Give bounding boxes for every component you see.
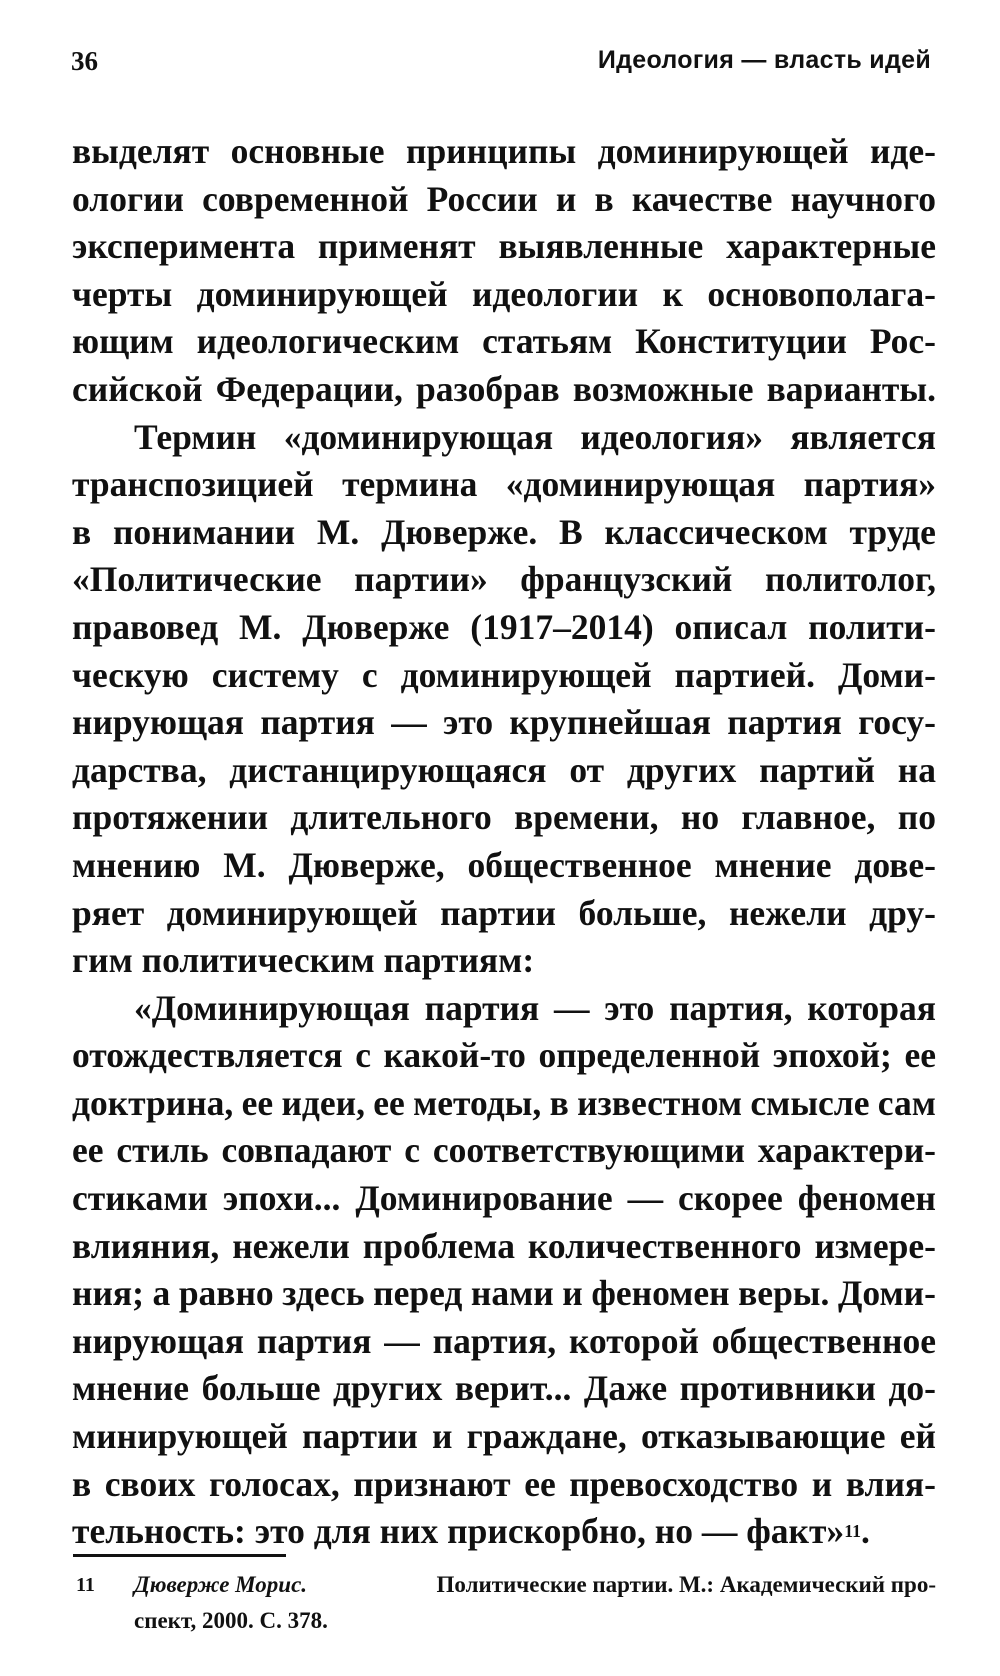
word: ряет xyxy=(72,892,145,933)
word: ее xyxy=(373,1082,405,1123)
word: — xyxy=(391,702,427,743)
word: известном xyxy=(577,1082,743,1123)
word: «Политические xyxy=(72,559,322,600)
word: систему xyxy=(211,654,339,695)
word: ее xyxy=(904,1035,936,1076)
word: нирующая xyxy=(72,702,244,743)
word: мнение xyxy=(72,1368,190,1409)
word: перед xyxy=(373,1273,463,1314)
word: ологии xyxy=(72,178,184,219)
quote-line xyxy=(72,1080,936,1128)
text-line xyxy=(72,699,936,747)
word: Дюверже xyxy=(302,606,450,647)
word: идеология» xyxy=(580,416,764,457)
word: ей xyxy=(899,1416,936,1457)
word: эпохой; xyxy=(772,1035,892,1076)
text-line xyxy=(72,128,936,176)
word: труде xyxy=(849,511,936,552)
word: дистанцирующаяся xyxy=(229,749,547,790)
word: Доми- xyxy=(837,1273,936,1314)
word: ющим xyxy=(72,321,174,362)
footnote-citation-cont: спект, 2000. С. 378. xyxy=(134,1608,328,1633)
word: главное, xyxy=(741,797,876,838)
word: варианты. xyxy=(766,368,936,409)
word: основополага- xyxy=(707,273,936,314)
paragraph-start-line xyxy=(72,414,936,462)
word: партии xyxy=(440,892,556,933)
word: идеи, xyxy=(281,1082,365,1123)
word: дру- xyxy=(869,892,936,933)
word: термина xyxy=(342,464,478,505)
word: сам xyxy=(877,1082,936,1123)
word: больше, xyxy=(578,892,707,933)
word: ее xyxy=(72,1130,104,1171)
word: в xyxy=(549,1082,569,1123)
word: Рос- xyxy=(869,321,936,362)
word: по xyxy=(897,797,936,838)
word: влия- xyxy=(845,1463,936,1504)
word: — xyxy=(384,1320,420,1361)
word: партия xyxy=(256,1320,372,1361)
word: Конституции xyxy=(635,321,847,362)
word: до- xyxy=(888,1368,936,1409)
word: противники xyxy=(679,1368,876,1409)
word: транспозицией xyxy=(72,464,314,505)
word: и xyxy=(432,1416,453,1457)
word: М. xyxy=(223,844,266,885)
word: в xyxy=(594,178,614,219)
word: методы, xyxy=(413,1082,542,1123)
word: верит... xyxy=(454,1368,572,1409)
word: в xyxy=(72,511,92,552)
word: это xyxy=(443,702,494,743)
quote-line xyxy=(72,1175,936,1223)
word: «доминирующая xyxy=(505,464,776,505)
word: статьям xyxy=(482,321,613,362)
word: идеологическим xyxy=(196,321,460,362)
word: крупнейшая xyxy=(509,702,711,743)
word: времени, xyxy=(514,797,659,838)
word: классическом xyxy=(604,511,828,552)
word: нирующая xyxy=(72,1320,244,1361)
word: веры. xyxy=(738,1273,830,1314)
word: партии» xyxy=(354,559,488,600)
word: — xyxy=(553,987,590,1028)
word: смысле xyxy=(750,1082,870,1123)
word: с xyxy=(404,1130,420,1171)
word: скорее xyxy=(678,1178,783,1219)
word: «Доминирующая xyxy=(134,987,410,1028)
word: Федерации, xyxy=(215,368,403,409)
word: партия, xyxy=(432,1320,557,1361)
word: отказывающие xyxy=(640,1416,886,1457)
text-line xyxy=(72,461,936,509)
word: но xyxy=(680,797,720,838)
word: дарства, xyxy=(72,749,207,790)
word: общественное xyxy=(711,1320,936,1361)
word: которая xyxy=(807,987,936,1028)
word: понимании xyxy=(112,511,296,552)
word: с xyxy=(355,1035,371,1076)
word: Дюверже, xyxy=(288,844,445,885)
word: научного xyxy=(790,178,936,219)
word: других xyxy=(333,1368,443,1409)
word: превосходство xyxy=(569,1463,799,1504)
word: черты xyxy=(72,273,173,314)
word: на xyxy=(897,749,936,790)
word: своих xyxy=(104,1463,196,1504)
word: «доминирующая xyxy=(283,416,554,457)
word: мнение xyxy=(714,844,832,885)
page-header xyxy=(71,46,931,86)
word: правовед xyxy=(72,606,219,647)
running-title: Идеология — власть идей xyxy=(597,46,931,74)
word: ческую xyxy=(72,654,189,695)
word: (1917–2014) xyxy=(470,606,654,647)
word: доминирующей xyxy=(400,654,652,695)
text-line xyxy=(72,890,936,938)
text-line xyxy=(72,842,936,890)
word: описал xyxy=(674,606,788,647)
word: проблема xyxy=(362,1225,515,1266)
quote-line xyxy=(72,1461,936,1509)
body-text xyxy=(72,128,936,1556)
word: Термин xyxy=(134,416,257,457)
word: и xyxy=(555,178,577,219)
word: партией. xyxy=(674,654,815,695)
word: качестве xyxy=(631,178,773,219)
word: основные xyxy=(230,131,385,171)
word: доминирующей xyxy=(166,892,418,933)
word: других xyxy=(626,749,737,790)
word: совпадают xyxy=(221,1130,392,1171)
word: это xyxy=(604,987,655,1028)
footnote-divider xyxy=(73,1554,286,1557)
word: возможные xyxy=(572,368,754,409)
text-line xyxy=(72,747,936,795)
text-line xyxy=(72,604,936,652)
word: а xyxy=(152,1273,171,1314)
text-line xyxy=(72,652,936,700)
quote-line xyxy=(72,1413,936,1461)
word: доктрина, xyxy=(72,1082,234,1123)
word: доминирующей xyxy=(196,273,448,314)
quote-line xyxy=(72,1270,936,1318)
word: в xyxy=(72,1463,92,1504)
word: характерные xyxy=(726,226,936,267)
quote-line xyxy=(72,1318,936,1366)
word: сийской xyxy=(72,368,203,409)
page-number: 36 xyxy=(71,46,98,76)
word: партия, xyxy=(669,987,793,1028)
word: идеологии xyxy=(471,273,639,314)
word: Доми- xyxy=(837,654,936,695)
word: граждане, xyxy=(466,1416,627,1457)
word: партий xyxy=(759,749,875,790)
word: феномен xyxy=(797,1178,936,1219)
word: равно xyxy=(178,1273,274,1314)
word: мнению xyxy=(72,844,201,885)
word: эксперимента xyxy=(72,226,296,267)
word: является xyxy=(790,416,936,457)
word: госу- xyxy=(858,702,936,743)
word: В xyxy=(559,511,583,552)
text-line xyxy=(72,556,936,604)
footnote-reference[interactable]: 11 xyxy=(844,1521,861,1542)
quote-line xyxy=(72,1365,936,1413)
word: общественное xyxy=(467,844,692,885)
word: количественного xyxy=(527,1225,802,1266)
word: нежели xyxy=(728,892,847,933)
word: здесь xyxy=(282,1273,365,1314)
word: минирующей xyxy=(72,1416,288,1457)
word: феномен xyxy=(591,1273,730,1314)
footnote-number: 11 xyxy=(76,1574,95,1596)
word: дове- xyxy=(854,844,936,885)
text-line xyxy=(72,223,936,271)
quote-end-line: тельность: это для них прискорбно, но — факт» 11 . xyxy=(72,1508,936,1556)
word: измере- xyxy=(814,1225,936,1266)
word: к xyxy=(662,273,683,314)
word: политолог, xyxy=(764,559,936,600)
word: применят xyxy=(317,226,476,267)
word: Дюверже. xyxy=(381,511,538,552)
word: французский xyxy=(520,559,733,600)
word: стиками xyxy=(72,1178,208,1219)
word: принципы xyxy=(405,131,577,171)
word: Доминирование xyxy=(355,1178,613,1219)
word: от xyxy=(569,749,605,790)
paragraph-end-line: гим политическим партиям: xyxy=(72,940,535,981)
word: разобрав xyxy=(416,368,560,409)
word: нежели xyxy=(232,1225,350,1266)
quote-line xyxy=(72,1032,936,1080)
word: эпохи... xyxy=(222,1178,341,1219)
text-line xyxy=(72,366,936,414)
word: протяжении xyxy=(72,797,269,838)
word: выявленные xyxy=(498,226,704,267)
word: голосах, xyxy=(209,1463,340,1504)
word: России xyxy=(426,178,538,219)
word: партия xyxy=(424,987,540,1028)
word: определенной xyxy=(538,1035,761,1076)
text-line xyxy=(72,794,936,842)
footnote-author: Дюверже Морис. xyxy=(134,1572,308,1597)
text-line xyxy=(72,176,936,224)
word: с xyxy=(361,654,378,695)
word: какой-то xyxy=(383,1035,526,1076)
text-line xyxy=(72,271,936,319)
word: и xyxy=(811,1463,833,1504)
word: М. xyxy=(316,511,360,552)
text-line xyxy=(72,509,936,557)
word: стиль xyxy=(116,1130,209,1171)
text-line xyxy=(72,318,936,366)
word: ния; xyxy=(72,1273,144,1314)
word: партия» xyxy=(803,464,936,505)
word: доминирующей xyxy=(597,131,849,171)
word: больше xyxy=(201,1368,321,1409)
word: иде- xyxy=(869,131,936,171)
word: признают xyxy=(353,1463,511,1504)
word: партия xyxy=(727,702,842,743)
word: ее xyxy=(241,1082,274,1123)
word: современной xyxy=(202,178,409,219)
footnote-body xyxy=(134,1567,936,1639)
word: соответствующими xyxy=(432,1130,745,1171)
footnote-citation: Политические партии. М.: Академический про- xyxy=(436,1572,936,1597)
word: длительного xyxy=(290,797,492,838)
quote-start-line xyxy=(72,985,936,1033)
word: полити- xyxy=(808,606,936,647)
word: ее xyxy=(524,1463,556,1504)
word: — xyxy=(627,1178,664,1219)
word: влияния, xyxy=(72,1225,220,1266)
word: характери- xyxy=(757,1130,936,1171)
word: выделят xyxy=(72,131,210,171)
word: Даже xyxy=(583,1368,668,1409)
word: и xyxy=(562,1273,583,1314)
word: отождествляется xyxy=(72,1035,343,1076)
word: которой xyxy=(568,1320,699,1361)
word: партия xyxy=(260,702,375,743)
quote-line xyxy=(72,1223,936,1271)
quote-line xyxy=(72,1127,936,1175)
word: нами xyxy=(470,1273,554,1314)
word: партии xyxy=(302,1416,418,1457)
word: М. xyxy=(238,606,282,647)
